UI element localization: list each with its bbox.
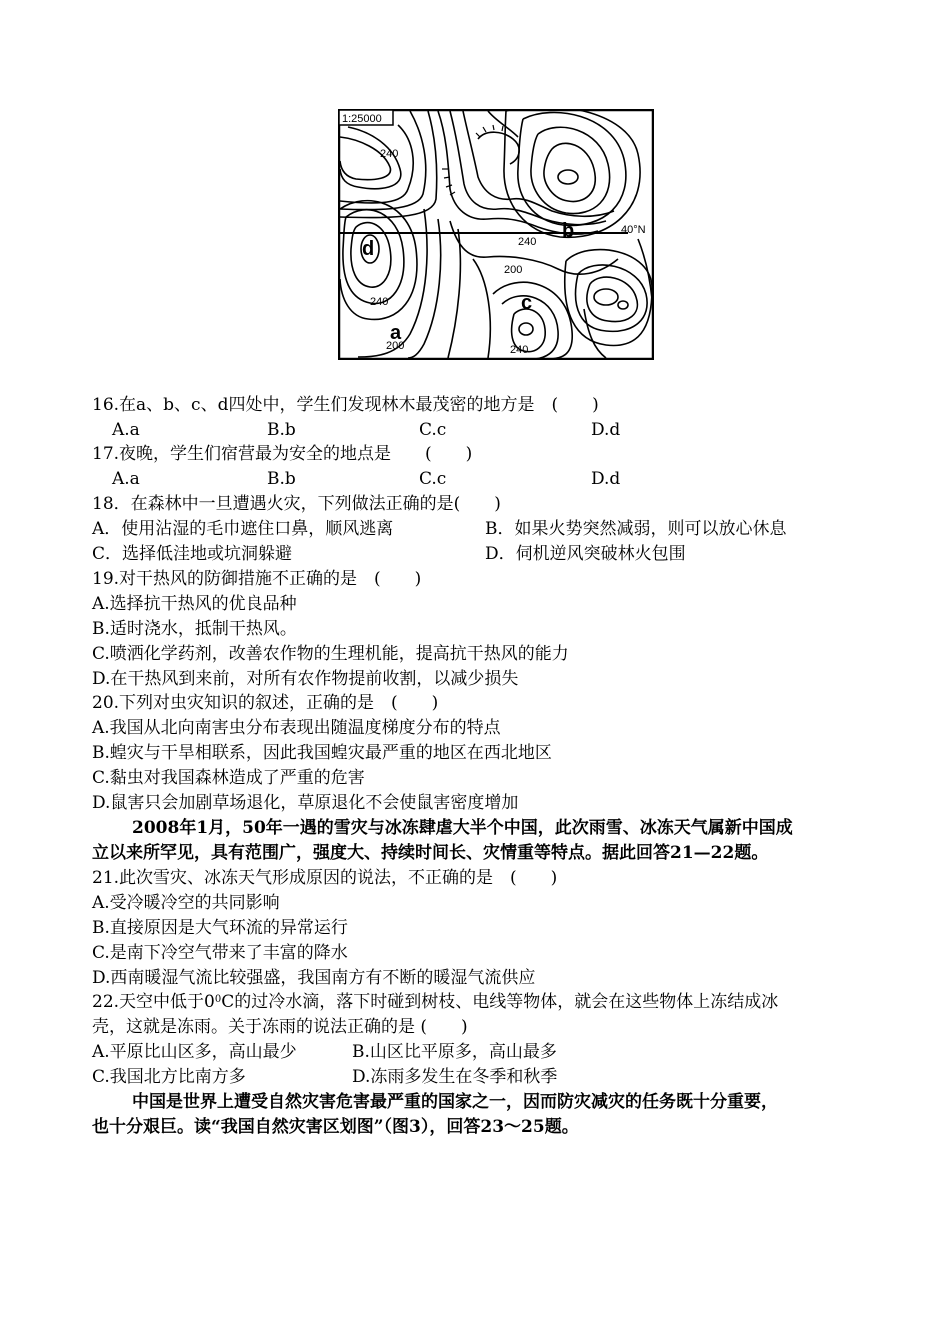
contour-label: 240 xyxy=(518,236,537,248)
q18-option-c: C．选择低洼地或坑洞躲避 xyxy=(92,544,293,564)
q21-option-d: D.西南暖湿气流比较强盛，我国南方有不断的暖湿气流供应 xyxy=(92,968,536,988)
question-22-stem-line-1: 22.天空中低于$0^0C$的过冷水滴，落下时碰到树枝、电线等物体，就会在这些物体上冻结成冰 xyxy=(92,992,779,1012)
q17-option-c: C.c xyxy=(419,469,447,489)
q18-option-d: D．伺机逆风突破林火包围 xyxy=(485,544,686,564)
passage-1-line-2: 立以来所罕见，具有范围广，强度大、持续时间长、灾情重等特点。据此回答21—22题。 xyxy=(92,843,769,863)
contour-label: 240 xyxy=(370,296,389,308)
q17-option-b: B.b xyxy=(267,469,296,489)
q20-option-d: D.鼠害只会加剧草场退化，草原退化不会使鼠害密度增加 xyxy=(92,793,519,813)
contour-label: 200 xyxy=(504,264,523,276)
question-17-stem: 17.夜晚，学生们宿营最为安全的地点是 ( ) xyxy=(92,444,473,464)
q16-option-c: C.c xyxy=(419,420,447,440)
point-c: c xyxy=(521,292,533,314)
passage-2-line-1: 中国是世界上遭受自然灾害危害最严重的国家之一，因而防灾减灾的任务既十分重要， xyxy=(132,1092,778,1112)
contour-label: 240 xyxy=(380,148,399,160)
q20-option-a: A.我国从北向南害虫分布表现出随温度梯度分布的特点 xyxy=(92,718,501,738)
question-21-stem: 21.此次雪灾、冰冻天气形成原因的说法，不正确的是 ( ) xyxy=(92,868,558,888)
point-d: d xyxy=(362,238,375,260)
q22-option-a: A.平原比山区多，高山最少 xyxy=(92,1042,297,1062)
map-scale: 1:25000 xyxy=(342,113,382,125)
q20-option-b: B.蝗灾与干旱相联系，因此我国蝗灾最严重的地区在西北地区 xyxy=(92,743,552,763)
passage-2-line-2: 也十分艰巨。读“我国自然灾害区划图”（图3），回答23～25题。 xyxy=(92,1117,579,1137)
latitude-label: 40°N xyxy=(621,224,646,236)
q16-option-b: B.b xyxy=(267,420,296,440)
point-a: a xyxy=(390,322,402,344)
passage-1-line-1: 2008年1月，50年一遇的雪灾与冰冻肆虐大半个中国，此次雨雪、冰冻天气属新中国成 xyxy=(132,818,793,838)
contour-map-svg xyxy=(338,109,654,360)
q20-option-c: C.黏虫对我国森林造成了严重的危害 xyxy=(92,768,365,788)
contour-label: 240 xyxy=(510,344,529,356)
q21-option-c: C.是南下冷空气带来了丰富的降水 xyxy=(92,943,348,963)
question-18-stem: 18．在森林中一旦遭遇火灾，下列做法正确的是( ) xyxy=(92,494,501,514)
contour-map xyxy=(338,109,654,360)
q16-option-d: D.d xyxy=(591,420,621,440)
q22-option-c: C.我国北方比南方多 xyxy=(92,1067,246,1087)
q16-option-a: A.a xyxy=(112,420,140,440)
q19-option-d: D.在干热风到来前，对所有农作物提前收割，以减少损失 xyxy=(92,669,519,689)
q17-option-d: D.d xyxy=(591,469,621,489)
q19-option-b: B.适时浇水，抵制干热风。 xyxy=(92,619,297,639)
q18-option-a: A．使用沾湿的毛巾遮住口鼻，顺风逃离 xyxy=(92,519,394,539)
q17-option-a: A.a xyxy=(112,469,140,489)
q19-option-c: C.喷洒化学药剂，改善农作物的生理机能，提高抗干热风的能力 xyxy=(92,644,569,664)
question-22-stem-line-2: 壳，这就是冻雨。关于冻雨的说法正确的是 ( ) xyxy=(92,1017,468,1037)
point-b: b xyxy=(562,220,575,242)
q18-option-b: B．如果火势突然减弱，则可以放心休息 xyxy=(485,519,787,539)
q21-option-b: B.直接原因是大气环流的异常运行 xyxy=(92,918,348,938)
q21-option-a: A.受冷暖冷空的共同影响 xyxy=(92,893,280,913)
contour-label: 200 xyxy=(386,340,405,352)
question-19-stem: 19.对干热风的防御措施不正确的是 ( ) xyxy=(92,569,422,589)
q22-option-b: B.山区比平原多，高山最多 xyxy=(352,1042,557,1062)
q22-option-d: D.冻雨多发生在冬季和秋季 xyxy=(352,1067,558,1087)
question-20-stem: 20.下列对虫灾知识的叙述，正确的是 ( ) xyxy=(92,693,439,713)
question-16-stem: 16.在a、b、c、d四处中，学生们发现林木最茂密的地方是 ( ) xyxy=(92,395,599,415)
q19-option-a: A.选择抗干热风的优良品种 xyxy=(92,594,297,614)
